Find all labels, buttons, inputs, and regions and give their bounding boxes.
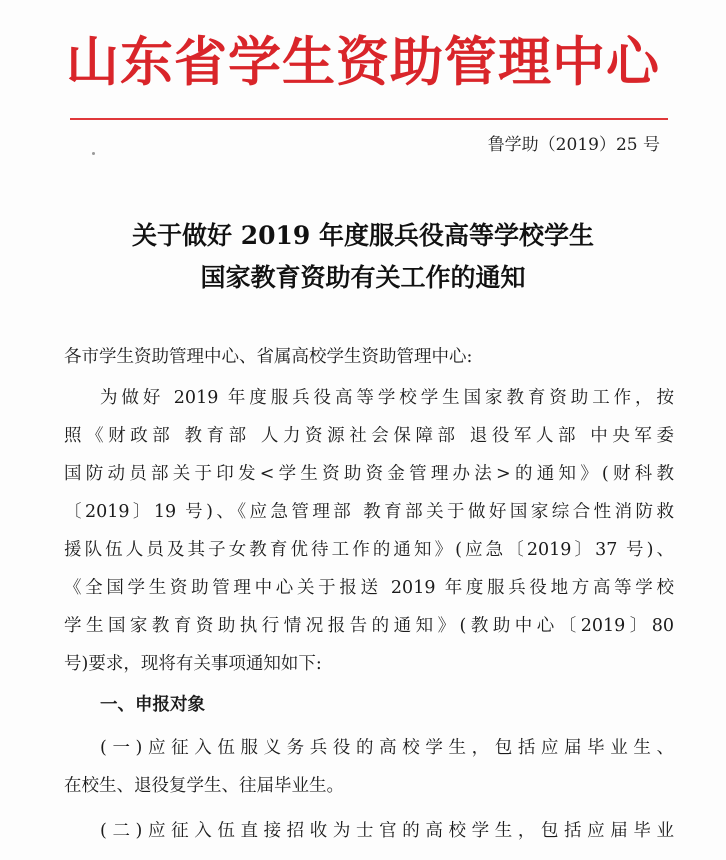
issuer-masthead: 山东省学生资助管理中心 xyxy=(66,31,660,93)
paragraph-intro xyxy=(64,379,674,683)
document-title-line-1: 关于做好 2019 年度服兵役高等学校学生 xyxy=(132,221,594,250)
salutation xyxy=(64,338,674,376)
salutation-text: 各市学生资助管理中心、省属高校学生资助管理中心: xyxy=(64,347,473,367)
sub-item-line: 在校生、退役复学生、往届毕业生。 xyxy=(64,776,344,796)
document-number: 鲁学助（2019）25 号 xyxy=(487,135,660,155)
scan-speck xyxy=(92,152,95,155)
sub-item-1 xyxy=(64,729,674,805)
paragraph-line: 为做好 2019 年度服兵役高等学校学生国家教育资助工作，按 xyxy=(100,388,674,408)
paragraph-line: 学生国家教育资助执行情况报告的通知》(教助中心〔2019〕80 xyxy=(64,616,674,636)
paragraph-line: 国防动员部关于印发<学生资助资金管理办法>的通知》(财科教 xyxy=(64,464,674,484)
section-heading-text: 一、申报对象 xyxy=(100,695,205,715)
sub-item-line: (二)应征入伍直接招收为士官的高校学生，包括应届毕业 xyxy=(100,821,674,841)
paragraph-line: 〔2019〕19 号)、《应急管理部 教育部关于做好国家综合性消防救 xyxy=(64,502,674,522)
paragraph-line: 《全国学生资助管理中心关于报送 2019 年度服兵役地方高等学校 xyxy=(64,578,674,598)
sub-item-line: (一)应征入伍服义务兵役的高校学生，包括应届毕业生、 xyxy=(100,738,674,758)
paragraph-line: 照《财政部 教育部 人力资源社会保障部 退役军人部 中央军委 xyxy=(64,426,674,446)
paragraph-line: 号)要求，现将有关事项通知如下: xyxy=(64,654,322,674)
document-title-line-2: 国家教育资助有关工作的通知 xyxy=(200,263,526,292)
paragraph-line: 援队伍人员及其子女教育优待工作的通知》(应急〔2019〕37 号)、 xyxy=(64,540,674,560)
section-heading xyxy=(64,686,674,724)
red-header-rule xyxy=(70,118,668,120)
sub-item-2 xyxy=(64,812,674,850)
